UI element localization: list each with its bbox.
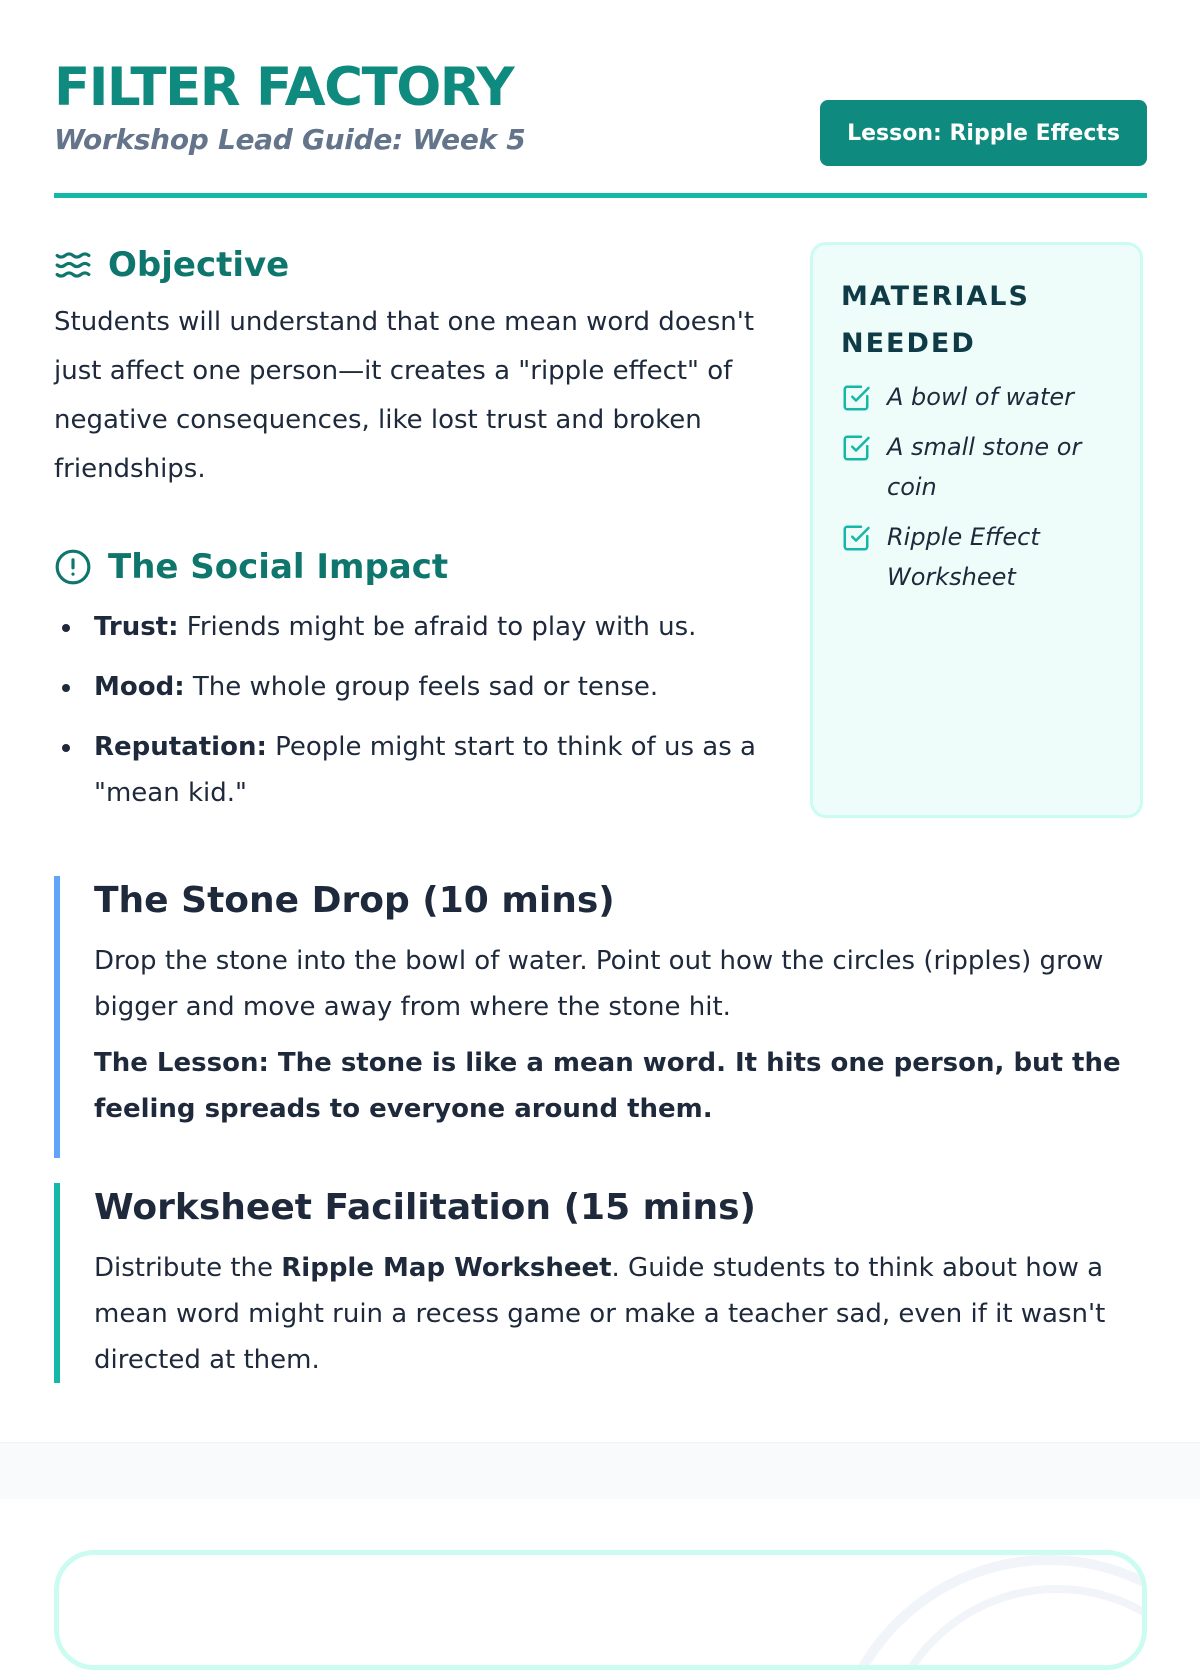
guide-subtitle: Workshop Lead Guide: Week 5: [54, 123, 526, 156]
stone-drop-text: Drop the stone into the bowl of water. Point out how the circles (ripples) grow bigger and move away from where the stone hit.: [94, 946, 1104, 1022]
list-item: [54, 664, 774, 710]
material-label: A small stone or coin: [887, 433, 1082, 501]
worksheet-text-after: . Guide students to think about how a mean word might ruin a recess game or make a teacher sad, even if it wasn't directed at them.: [94, 1253, 1106, 1375]
brand-title: FILTER FACTORY: [54, 57, 514, 118]
alert-circle-icon: [54, 548, 92, 586]
stone-drop-activity: [54, 876, 1147, 1158]
next-page-card: [54, 1550, 1147, 1670]
checkbox-checked-icon: [841, 383, 871, 413]
worksheet-heading: Worksheet Facilitation (15 mins): [94, 1187, 757, 1228]
impact-label: Trust:: [94, 612, 179, 642]
social-impact-section: [54, 544, 774, 830]
worksheet-text-before: Distribute the: [94, 1253, 282, 1283]
worksheet-activity: [54, 1183, 1147, 1383]
impact-text: The whole group feels sad or tense.: [184, 672, 659, 702]
objective-heading-text: Objective: [108, 245, 290, 285]
list-item: [841, 427, 1112, 507]
impact-label: Reputation:: [94, 732, 267, 762]
social-impact-heading-text: The Social Impact: [108, 547, 449, 587]
social-impact-heading: [54, 544, 774, 590]
stone-drop-heading: The Stone Drop (10 mins): [94, 880, 615, 921]
lesson-badge: Lesson: Ripple Effects: [820, 100, 1147, 166]
stone-drop-lesson: The Lesson: The stone is like a mean word. It hits one person, but the feeling spreads to everyone around them.: [94, 1048, 1121, 1124]
impact-text: Friends might be afraid to play with us.: [178, 612, 697, 642]
page-separator: [0, 1442, 1200, 1499]
impact-text: People might start to think of us as a "mean kid.": [94, 732, 756, 808]
checkbox-checked-icon: [841, 433, 871, 463]
worksheet-text: [94, 1245, 1147, 1383]
checkbox-checked-icon: [841, 523, 871, 553]
impact-list: [54, 604, 774, 816]
materials-card: [810, 242, 1143, 818]
header-divider: [54, 193, 1147, 198]
list-item: [841, 517, 1112, 597]
header: [54, 56, 1147, 160]
list-item: [54, 724, 774, 816]
list-item: [54, 604, 774, 650]
list-item: [841, 377, 1112, 417]
materials-heading: MATERIALS NEEDED: [841, 281, 1030, 359]
objective-section: [54, 242, 774, 494]
objective-heading: [54, 242, 774, 288]
waves-icon: [54, 246, 92, 284]
material-label: A bowl of water: [887, 383, 1075, 411]
material-label: Ripple Effect Worksheet: [887, 523, 1040, 591]
objective-text: Students will understand that one mean word doesn't just affect one person—it creates a "ripple effect" of negative consequences, like lost trust and broken friendships.: [54, 307, 755, 484]
worksheet-name: Ripple Map Worksheet: [281, 1253, 612, 1283]
impact-label: Mood:: [94, 672, 185, 702]
